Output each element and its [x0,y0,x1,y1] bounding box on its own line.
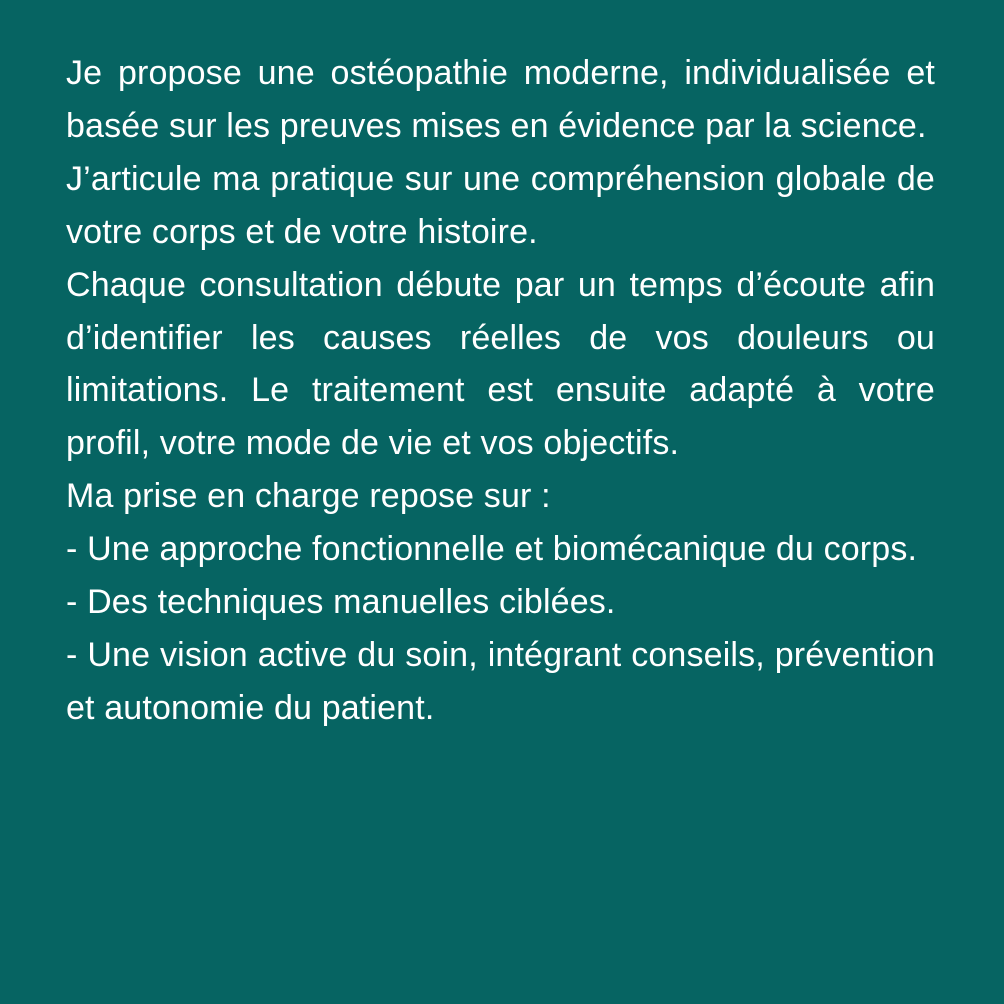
list-item-manual-techniques: - Des techniques manuelles ciblées. [66,583,616,622]
paragraph-care-heading: Ma prise en charge repose sur : [66,477,551,516]
list-item-functional-approach: - Une approche fonctionnelle et biomécanique du corps. [66,530,918,569]
paragraph-approach: J’articule ma pratique sur une compréhension globale de votre corps et de votre histoire. [66,159,935,251]
text-block [66,47,935,735]
paragraph-intro: Je propose une ostéopathie moderne, individualisée et basée sur les preuves mises en évidence par la science. [66,54,935,145]
paragraph-consultation: Chaque consultation débute par un temps d’écoute afin d’identifier les causes réelles de vos douleurs ou limitations. Le traitement est ensuite adapté à votre profil, votre mode de vie et vos objectifs. [66,265,935,463]
list-item-active-care: - Une vision active du soin, intégrant conseils, prévention et autonomie du patient. [66,635,935,727]
